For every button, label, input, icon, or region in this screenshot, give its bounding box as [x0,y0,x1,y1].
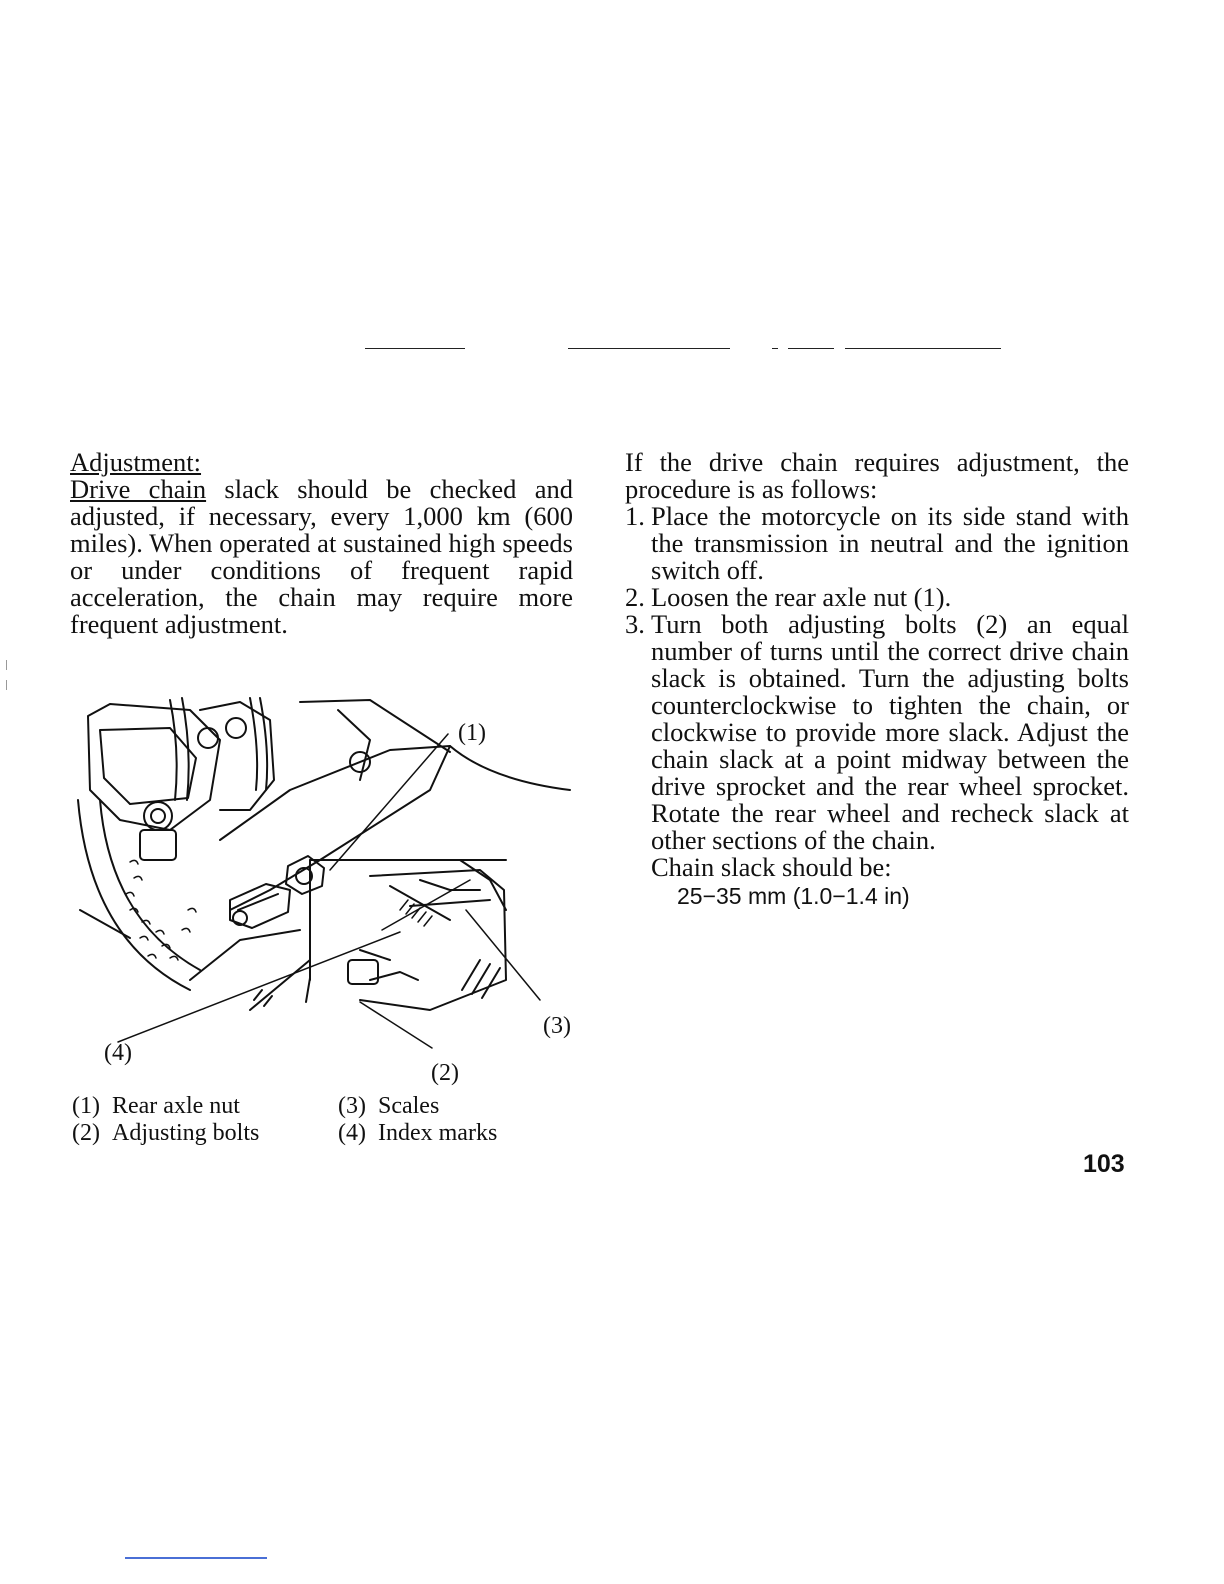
caption-2 [72,1120,259,1147]
header-rule-5 [845,348,1001,349]
header-rule-1 [365,348,465,349]
procedure-intro: If the drive chain requires adjustment, the procedure is as follows: [625,447,1129,504]
callout-3: (3) [543,1013,571,1039]
caption-4 [338,1120,497,1147]
step-text: Loosen the rear axle nut (1). [651,582,952,612]
header-rule-4 [788,348,834,349]
caption-1 [72,1093,240,1120]
caption-number: (1) [72,1093,100,1119]
header-rule-3 [772,348,778,349]
caption-label: Index marks [377,1120,498,1146]
right-column [625,449,1129,910]
caption-label: Scales [377,1093,440,1119]
edge-mark [6,680,7,690]
spec-label: Chain slack should be: [651,852,892,882]
step-number: 2. [625,582,645,612]
callout-4: (4) [104,1040,132,1066]
intro-underlined: Drive chain [70,474,207,504]
edge-mark [6,660,7,670]
intro-rest: slack should be checked and adjusted, if necessary, every 1,000 km (600 miles). When operated at sustained high speeds or under conditions of frequent rapid acceleration, the chain may require more frequent adjustment. [70,474,573,639]
step-number: 1. [625,501,645,531]
caption-number: (2) [72,1120,100,1146]
step-text: Turn both adjusting bolts (2) an equal number of turns until the correct drive chain slack is obtained. Turn the adjusting bolts counterclockwise to tighten the chain, or clockwise to provide more slack. Adjust the chain slack at a point midway between the drive sprocket and the rear wheel sprocket. Rotate the rear wheel and recheck slack at other sections of the chain. [651,609,1129,855]
step-text: Place the motorcycle on its side stand with the transmission in neutral and the ignition switch off. [651,501,1129,585]
callout-1: (1) [458,720,486,746]
caption-number: (3) [338,1093,366,1119]
spec-value: 25−35 mm (1.0−1.4 in) [677,883,910,909]
step-1 [625,503,1129,584]
caption-number: (4) [338,1120,366,1146]
page-number: 103 [1083,1150,1125,1178]
left-column [70,449,573,638]
step-2 [625,584,1129,611]
intro-paragraph [70,476,573,638]
caption-3 [338,1093,439,1120]
footer-rule [125,1557,267,1559]
caption-label: Rear axle nut [111,1093,240,1119]
caption-label: Adjusting bolts [111,1120,260,1146]
step-3 [625,611,1129,854]
callout-2: (2) [431,1060,459,1086]
illustration-drawing [70,680,590,1090]
section-heading: Adjustment: [70,447,202,477]
chain-adjuster-illustration [70,680,590,1090]
step-number: 3. [625,609,645,639]
header-rule-2 [568,348,730,349]
